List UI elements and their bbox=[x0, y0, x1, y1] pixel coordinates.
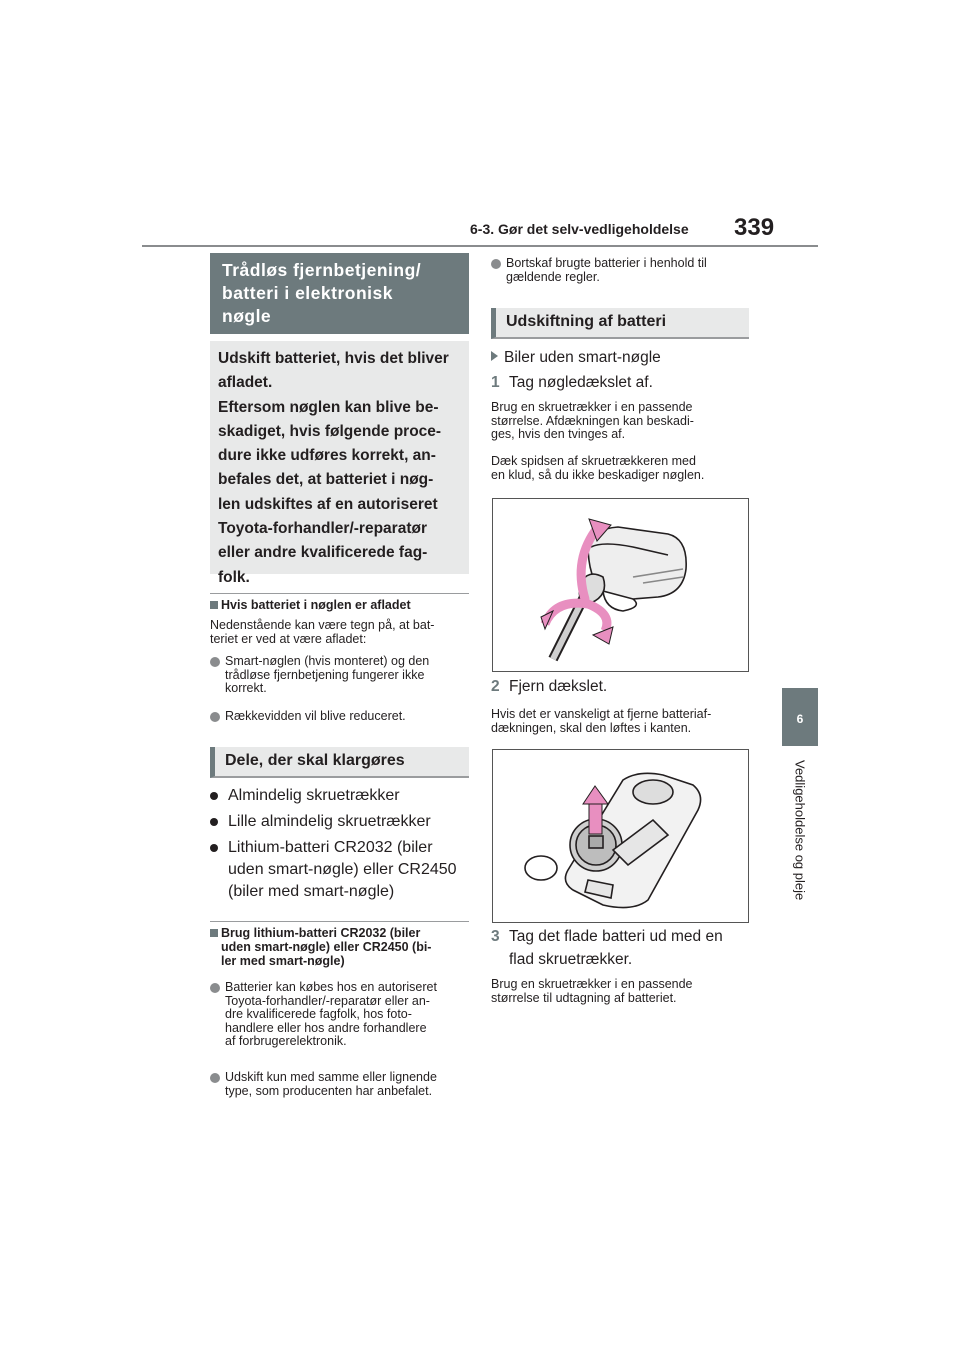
intro-line: folk. bbox=[218, 568, 250, 586]
bullet-item: Rækkevidden vil blive reduceret. bbox=[210, 710, 475, 724]
bullet-dot-icon bbox=[210, 818, 218, 826]
bullet-dot-icon bbox=[210, 1073, 220, 1083]
title-line: Trådløs fjernbetjening/ bbox=[222, 260, 422, 280]
parts-item: Lithium-batteri CR2032 (biler uden smart-nøgle) eller CR2450 (biler med smart-nøgle) bbox=[210, 837, 483, 903]
chapter-label: Vedligeholdelse og pleje bbox=[792, 760, 808, 901]
subsection-rule bbox=[210, 593, 469, 594]
subsection-rule bbox=[210, 921, 469, 922]
step-3: 3 Tag det flade batteri ud med en flad skruetrækker. bbox=[491, 928, 723, 968]
key-screwdriver-illustration bbox=[493, 499, 748, 671]
square-marker-icon bbox=[210, 929, 218, 937]
bullet-dot-icon bbox=[491, 259, 501, 269]
step-1: 1 Tag nøgledækslet af. bbox=[491, 374, 653, 391]
triangle-arrow-icon bbox=[491, 351, 498, 361]
intro-line: eller andre kvalificerede fag- bbox=[218, 544, 428, 562]
intro-box bbox=[210, 341, 469, 586]
bullet-item: Smart-nøglen (hvis monteret) og den trådløse fjernbetjening fungerer ikke korrekt. bbox=[210, 655, 475, 696]
intro-line: afladet. bbox=[218, 374, 273, 392]
parts-item: Almindelig skruetrækker bbox=[210, 785, 483, 807]
subsection-heading: Brug lithium-batteri CR2032 (biler uden smart-nøgle) eller CR2450 (bi- ler med smart-nøgle) bbox=[210, 926, 472, 968]
bullet-item: Bortskaf brugte batterier i henhold til gældende regler. bbox=[491, 257, 766, 284]
step-2: 2 Fjern dækslet. bbox=[491, 678, 608, 695]
intro-line: Eftersom nøglen kan blive be- bbox=[218, 398, 439, 416]
square-marker-icon bbox=[210, 601, 218, 609]
step-note: Brug en skruetrækker i en passende størrelse. Afdækningen kan beskadi- ges, hvis den tvinges af. bbox=[491, 400, 694, 441]
intro-line: Toyota-forhandler/-reparatør bbox=[218, 520, 427, 538]
figure-open-cover bbox=[492, 498, 749, 672]
subsection-heading: Hvis batteriet i nøglen er afladet bbox=[210, 598, 472, 612]
figure-remove-cover bbox=[492, 749, 749, 923]
bullet-item: Batterier kan købes hos en autoriseret Toyota-forhandler/-reparatør eller an- dre kvalificerede fagfolk, hos foto- handlere eller hos andre forhandlere af forbrugerelektronik. bbox=[210, 981, 480, 1049]
bullet-dot-icon bbox=[210, 657, 220, 667]
variant-label: Biler uden smart-nøgle bbox=[491, 348, 661, 368]
bullet-dot-icon bbox=[210, 844, 218, 852]
section-heading-parts: Dele, der skal klargøres bbox=[210, 747, 469, 778]
intro-line: befales det, at batteriet i nøg- bbox=[218, 471, 434, 489]
subsection-text: Nedenstående kan være tegn på, at bat- teriet er ved at være afladet: bbox=[210, 618, 435, 646]
header-rule bbox=[142, 245, 818, 247]
title-line: nøgle bbox=[222, 306, 272, 326]
bullet-dot-icon bbox=[210, 983, 220, 993]
parts-item: Lille almindelig skruetrækker bbox=[210, 811, 483, 833]
step-note: Dæk spidsen af skruetrækkeren med en klud, så du ikke beskadiger nøglen. bbox=[491, 454, 705, 482]
title-box bbox=[210, 253, 469, 334]
page-number: 339 bbox=[734, 214, 775, 241]
key-battery-illustration bbox=[493, 750, 748, 922]
bullet-item: Udskift kun med samme eller lignende type, som producenten har anbefalet. bbox=[210, 1071, 480, 1098]
section-title: 6-3. Gør det selv-vedligeholdelse bbox=[470, 221, 689, 237]
bullet-dot-icon bbox=[210, 712, 220, 722]
title-line: batteri i elektronisk bbox=[222, 283, 393, 303]
section-heading-replace: Udskiftning af batteri bbox=[491, 308, 749, 339]
intro-line: dure ikke udføres korrekt, an- bbox=[218, 447, 436, 465]
step-note: Hvis det er vanskeligt at fjerne batteriaf- dækningen, skal den løftes i kanten. bbox=[491, 707, 712, 735]
intro-line: Udskift batteriet, hvis det bliver bbox=[218, 350, 449, 367]
intro-line: skadiget, hvis følgende proce- bbox=[218, 422, 442, 440]
chapter-number: 6 bbox=[796, 712, 804, 726]
bullet-dot-icon bbox=[210, 792, 218, 800]
step-note: Brug en skruetrækker i en passende størrelse til udtagning af batteriet. bbox=[491, 977, 693, 1005]
intro-line: len udskiftes af en autoriseret bbox=[218, 495, 438, 513]
